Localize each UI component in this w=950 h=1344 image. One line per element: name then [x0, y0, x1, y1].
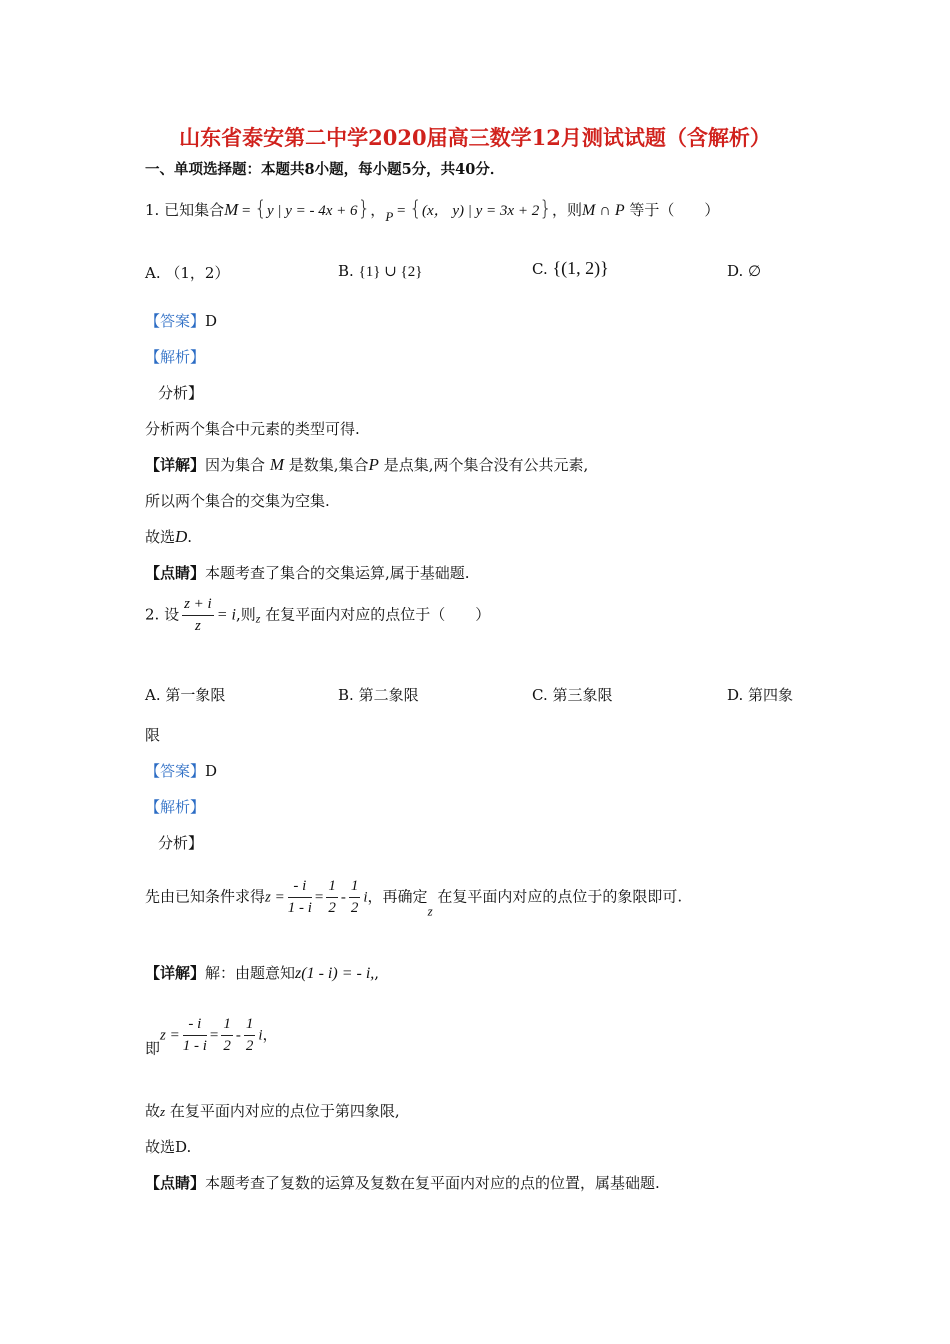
q1-detail-line-2: 所以两个集合的交集为空集.: [145, 492, 330, 510]
section-heading: 一、单项选择题：本题共8小题，每小题5分，共40分．: [145, 161, 505, 178]
q1-suffix-pre: ，则: [551, 201, 582, 219]
q1-brace-right: }: [357, 196, 371, 220]
q1-analysis-tag: 【解析】: [145, 348, 206, 366]
q1-comma: ，: [370, 201, 386, 219]
q1-detail-line-1: 【详解】因为集合 M 是数集,集合P 是点集,两个集合没有公共元素,: [145, 455, 589, 474]
question-2-stem: 2. 设 $\frac{z + i}{z}$ = i,则$_z$ 在复平面内对应的点位于（ ）: [145, 596, 491, 634]
q2-detail-line-3: 故z 在复平面内对应的点位于第四象限,: [145, 1102, 400, 1120]
q1-option-b[interactable]: B. {1} ∪ {2}: [338, 262, 423, 280]
question-1-stem: 1. 已知集合M = {y | y = - 4x + 6}，P = {(x， y) | y = 3x + 2}，则M ∩ P 等于（ ）: [145, 196, 720, 224]
q1-prefix: 1. 已知集合: [145, 201, 225, 219]
q2-answer: 【答案】D: [145, 762, 218, 780]
q2-detail-line-4: 故选D.: [145, 1138, 192, 1156]
q2-fraction: $\frac{z + i}{z}$: [184, 596, 212, 634]
q1-analysis-text: 分析两个集合中元素的类型可得.: [145, 420, 360, 438]
q2-fraction-neg-i: $\frac{- i}{1 - i}$: [287, 878, 312, 916]
q1-set-p-name: P: [385, 209, 394, 224]
q2-option-d-wrap: 限: [145, 726, 161, 744]
q1-option-a[interactable]: A. （1，2）: [145, 264, 230, 282]
q2-detail-line-1: 【详解】解：由题意知z(1 - i) = - i,,: [145, 964, 380, 982]
q2-detail-line-2: 即z = $\frac{- i}{1 - i}$ = $\frac{1}{2}$ - $\frac{1}{2}$ i，: [145, 1016, 278, 1058]
q1-answer: 【答案】D: [145, 312, 218, 330]
q1-comment: 【点睛】本题考查了集合的交集运算,属于基础题.: [145, 564, 470, 582]
q2-option-a[interactable]: A. 第一象限: [145, 686, 226, 704]
q2-option-d[interactable]: D. 第四象: [727, 686, 794, 704]
document-title: 山东省泰安第二中学2020届高三数学12月测试试题（含解析）: [179, 125, 771, 150]
q1-suffix: 等于（ ）: [629, 201, 720, 219]
q2-option-c[interactable]: C. 第三象限: [532, 686, 613, 704]
q1-analysis-head: 分析】: [158, 384, 204, 402]
q2-analysis-head: 分析】: [158, 834, 204, 852]
q2-option-b[interactable]: B. 第二象限: [338, 686, 419, 704]
q1-brace-left: {: [254, 196, 267, 220]
q2-comment: 【点睛】本题考查了复数的运算及复数在复平面内对应的点的位置，属基础题.: [145, 1174, 660, 1192]
q2-analysis-tag: 【解析】: [145, 798, 206, 816]
q1-option-c[interactable]: C. {(1, 2)}: [532, 258, 609, 278]
q2-analysis-text: 先由已知条件求得z = $\frac{- i}{1 - i}$ = $\frac{1}{2}$ - $\frac{1}{2}$ i，再确定z 在复平面内对应的点位于的象限即可.: [145, 878, 683, 919]
q1-set-m-body: y | y = - 4x + 6: [266, 203, 358, 219]
q1-set-m-name: M: [224, 200, 239, 219]
q1-detail-line-3: 故选D.: [145, 527, 193, 546]
q1-option-d[interactable]: D. ∅: [727, 262, 762, 280]
q1-expression: M ∩ P: [581, 202, 625, 219]
q1-set-p-body: (x， y) | y = 3x + 2: [421, 203, 540, 219]
